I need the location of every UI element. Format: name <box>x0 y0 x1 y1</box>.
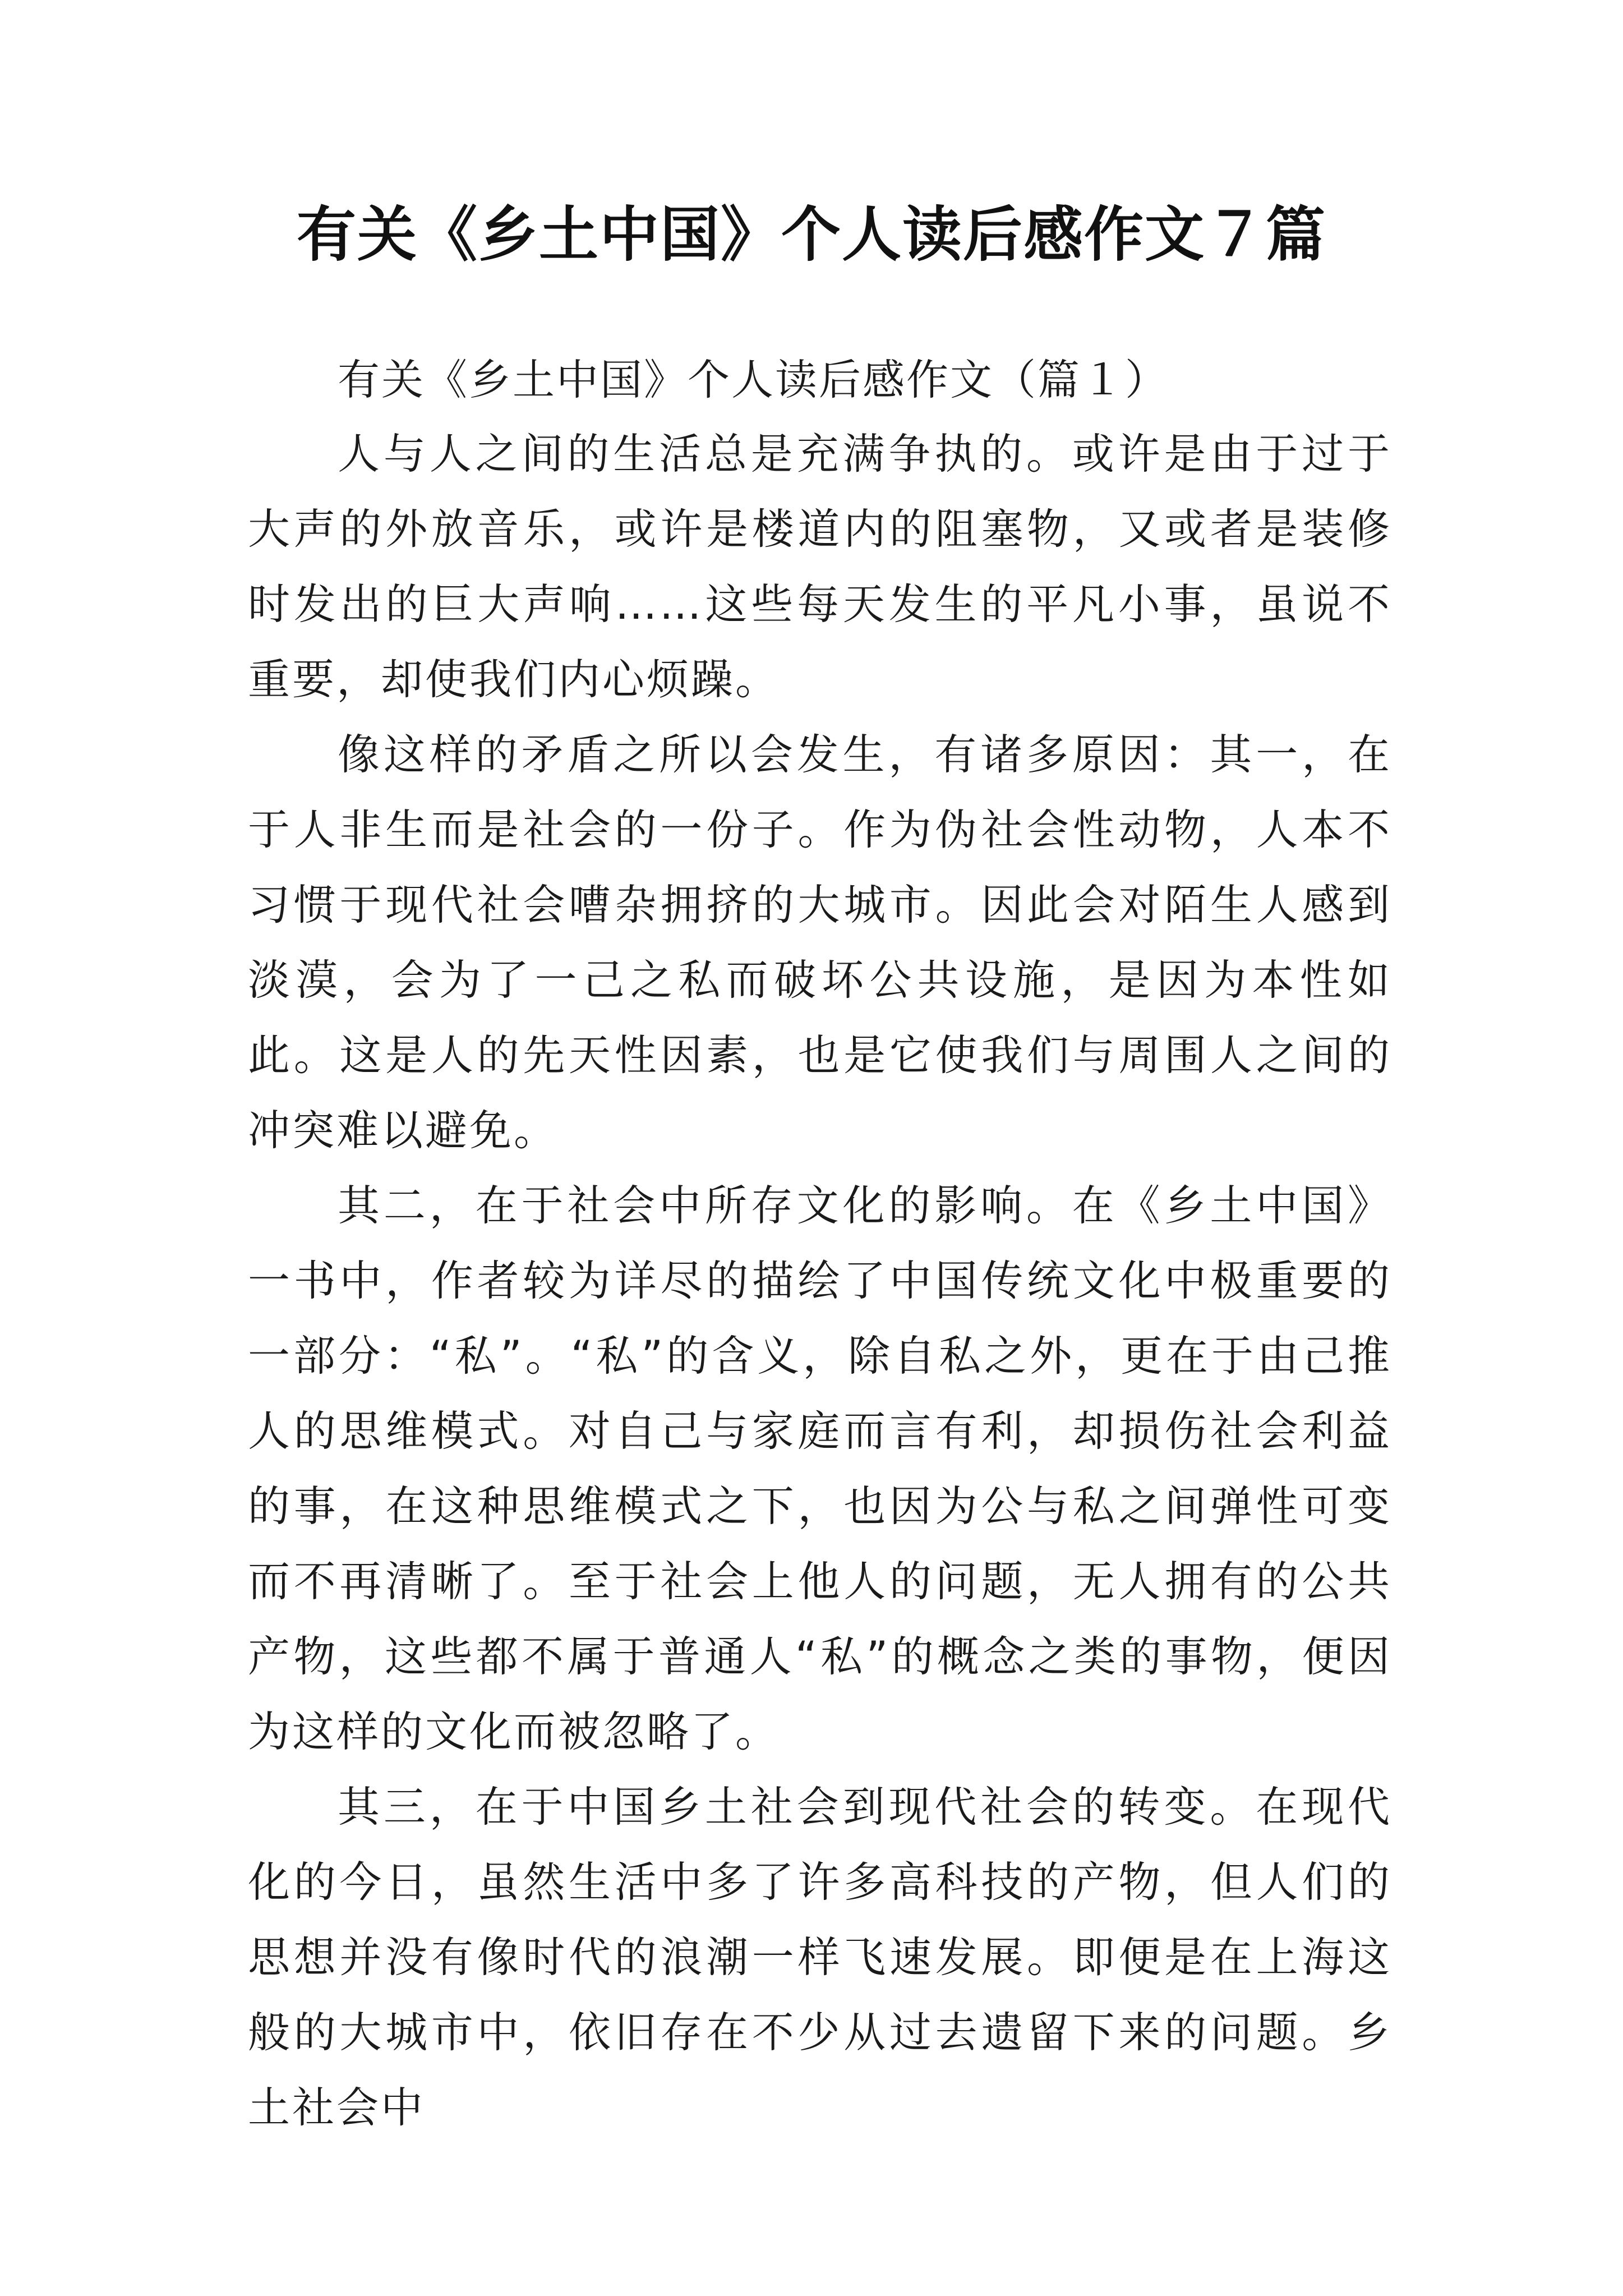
paragraph-4: 其三，在于中国乡土社会到现代社会的转变。在现代化的今日，虽然生活中多了许多高科技的产物，但人们的思想并没有像时代的浪潮一样飞速发展。即便是在上海这般的大城市中，依旧存在不少从过去遗留下来的问题。乡土社会中 <box>248 1782 1392 2132</box>
document-title: 有关《乡土中国》个人读后感作文７篇 <box>297 199 1326 269</box>
paragraph-3: 其二，在于社会中所存文化的影响。在《乡土中国》一书中，作者较为详尽的描绘了中国传统文化中极重要的一部分：“私”。“私”的含义，除自私之外，更在于由己推人的思维模式。对自己与家庭而言有利，却损伤社会利益的事，在这种思维模式之下，也因为公与私之间弹性可变而不再清晰了。至于社会上他人的问题，无人拥有的公共产物，这些都不属于普通人“私”的概念之类的事物，便因为这样的文化而被忽略了。 <box>248 1181 1392 1756</box>
paragraph-2: 像这样的矛盾之所以会发生，有诸多原因：其一，在于人非生而是社会的一份子。作为伪社会性动物，人本不习惯于现代社会嘈杂拥挤的大城市。因此会对陌生人感到淡漠，会为了一己之私而破坏公共设施，是因为本性如此。这是人的先天性因素，也是它使我们与周围人之间的冲突难以避免。 <box>248 730 1392 1155</box>
section-heading: 有关《乡土中国》个人读后感作文（篇１） <box>338 355 1169 404</box>
document-body <box>248 343 1392 2145</box>
paragraph-1: 人与人之间的生活总是充满争执的。或许是由于过于大声的外放音乐，或许是楼道内的阻塞物，又或者是装修时发出的巨大声响……这些每天发生的平凡小事，虽说不重要，却使我们内心烦躁。 <box>248 429 1392 704</box>
